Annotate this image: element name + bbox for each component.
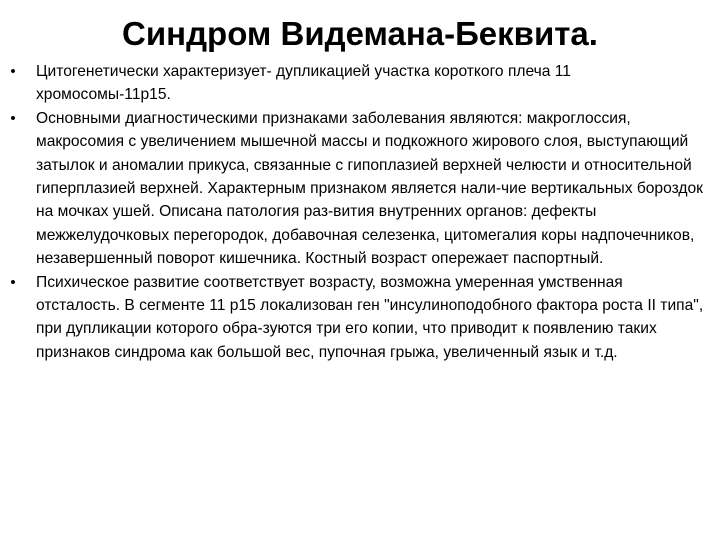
bullet-text: Цитогенетически характеризует- дупликацией участка короткого плеча 11 хромосомы-11p15. [36,63,571,104]
bullet-text: Основными диагностическими признаками заболевания являются: макроглоссия, макросомия с увеличением мышечной массы и подкожного жирового слоя, выступающий затылок и аномалии прикуса, связанные с гипоплазией верхней челюсти и относительной гиперплазией верхней. Характерным признаком является нали-чие вертикальных бороздок на мочках ушей. Описана патология раз-вития внутренних органов: дефекты межжелудочковых перегородок, добавочная селезенка, цитомегалия коры надпочечников, незавершенный поворот кишечника. Костный возраст опережает паспортный. [36,109,704,268]
bullet-list [6,60,706,364]
bullet-dot-icon [6,271,20,294]
bullet-item [6,60,706,107]
bullet-text: Психическое развитие соответствует возрасту, возможна умеренная умственная отсталость. В сегменте 11 p15 локализован ген "инсулиноподобного фактора роста II типа", при дупликации которого обра-зуются три его копии, что приводит к появлению таких признаков синдрома как большой вес, пупочная грыжа, увеличенный язык и т.д. [36,273,704,361]
bullet-item [6,107,706,271]
bullet-item [6,271,706,365]
bullet-dot-icon [6,107,20,130]
bullet-dot-icon [6,60,20,83]
slide-title: Синдром Видемана-Беквита. [122,15,598,52]
